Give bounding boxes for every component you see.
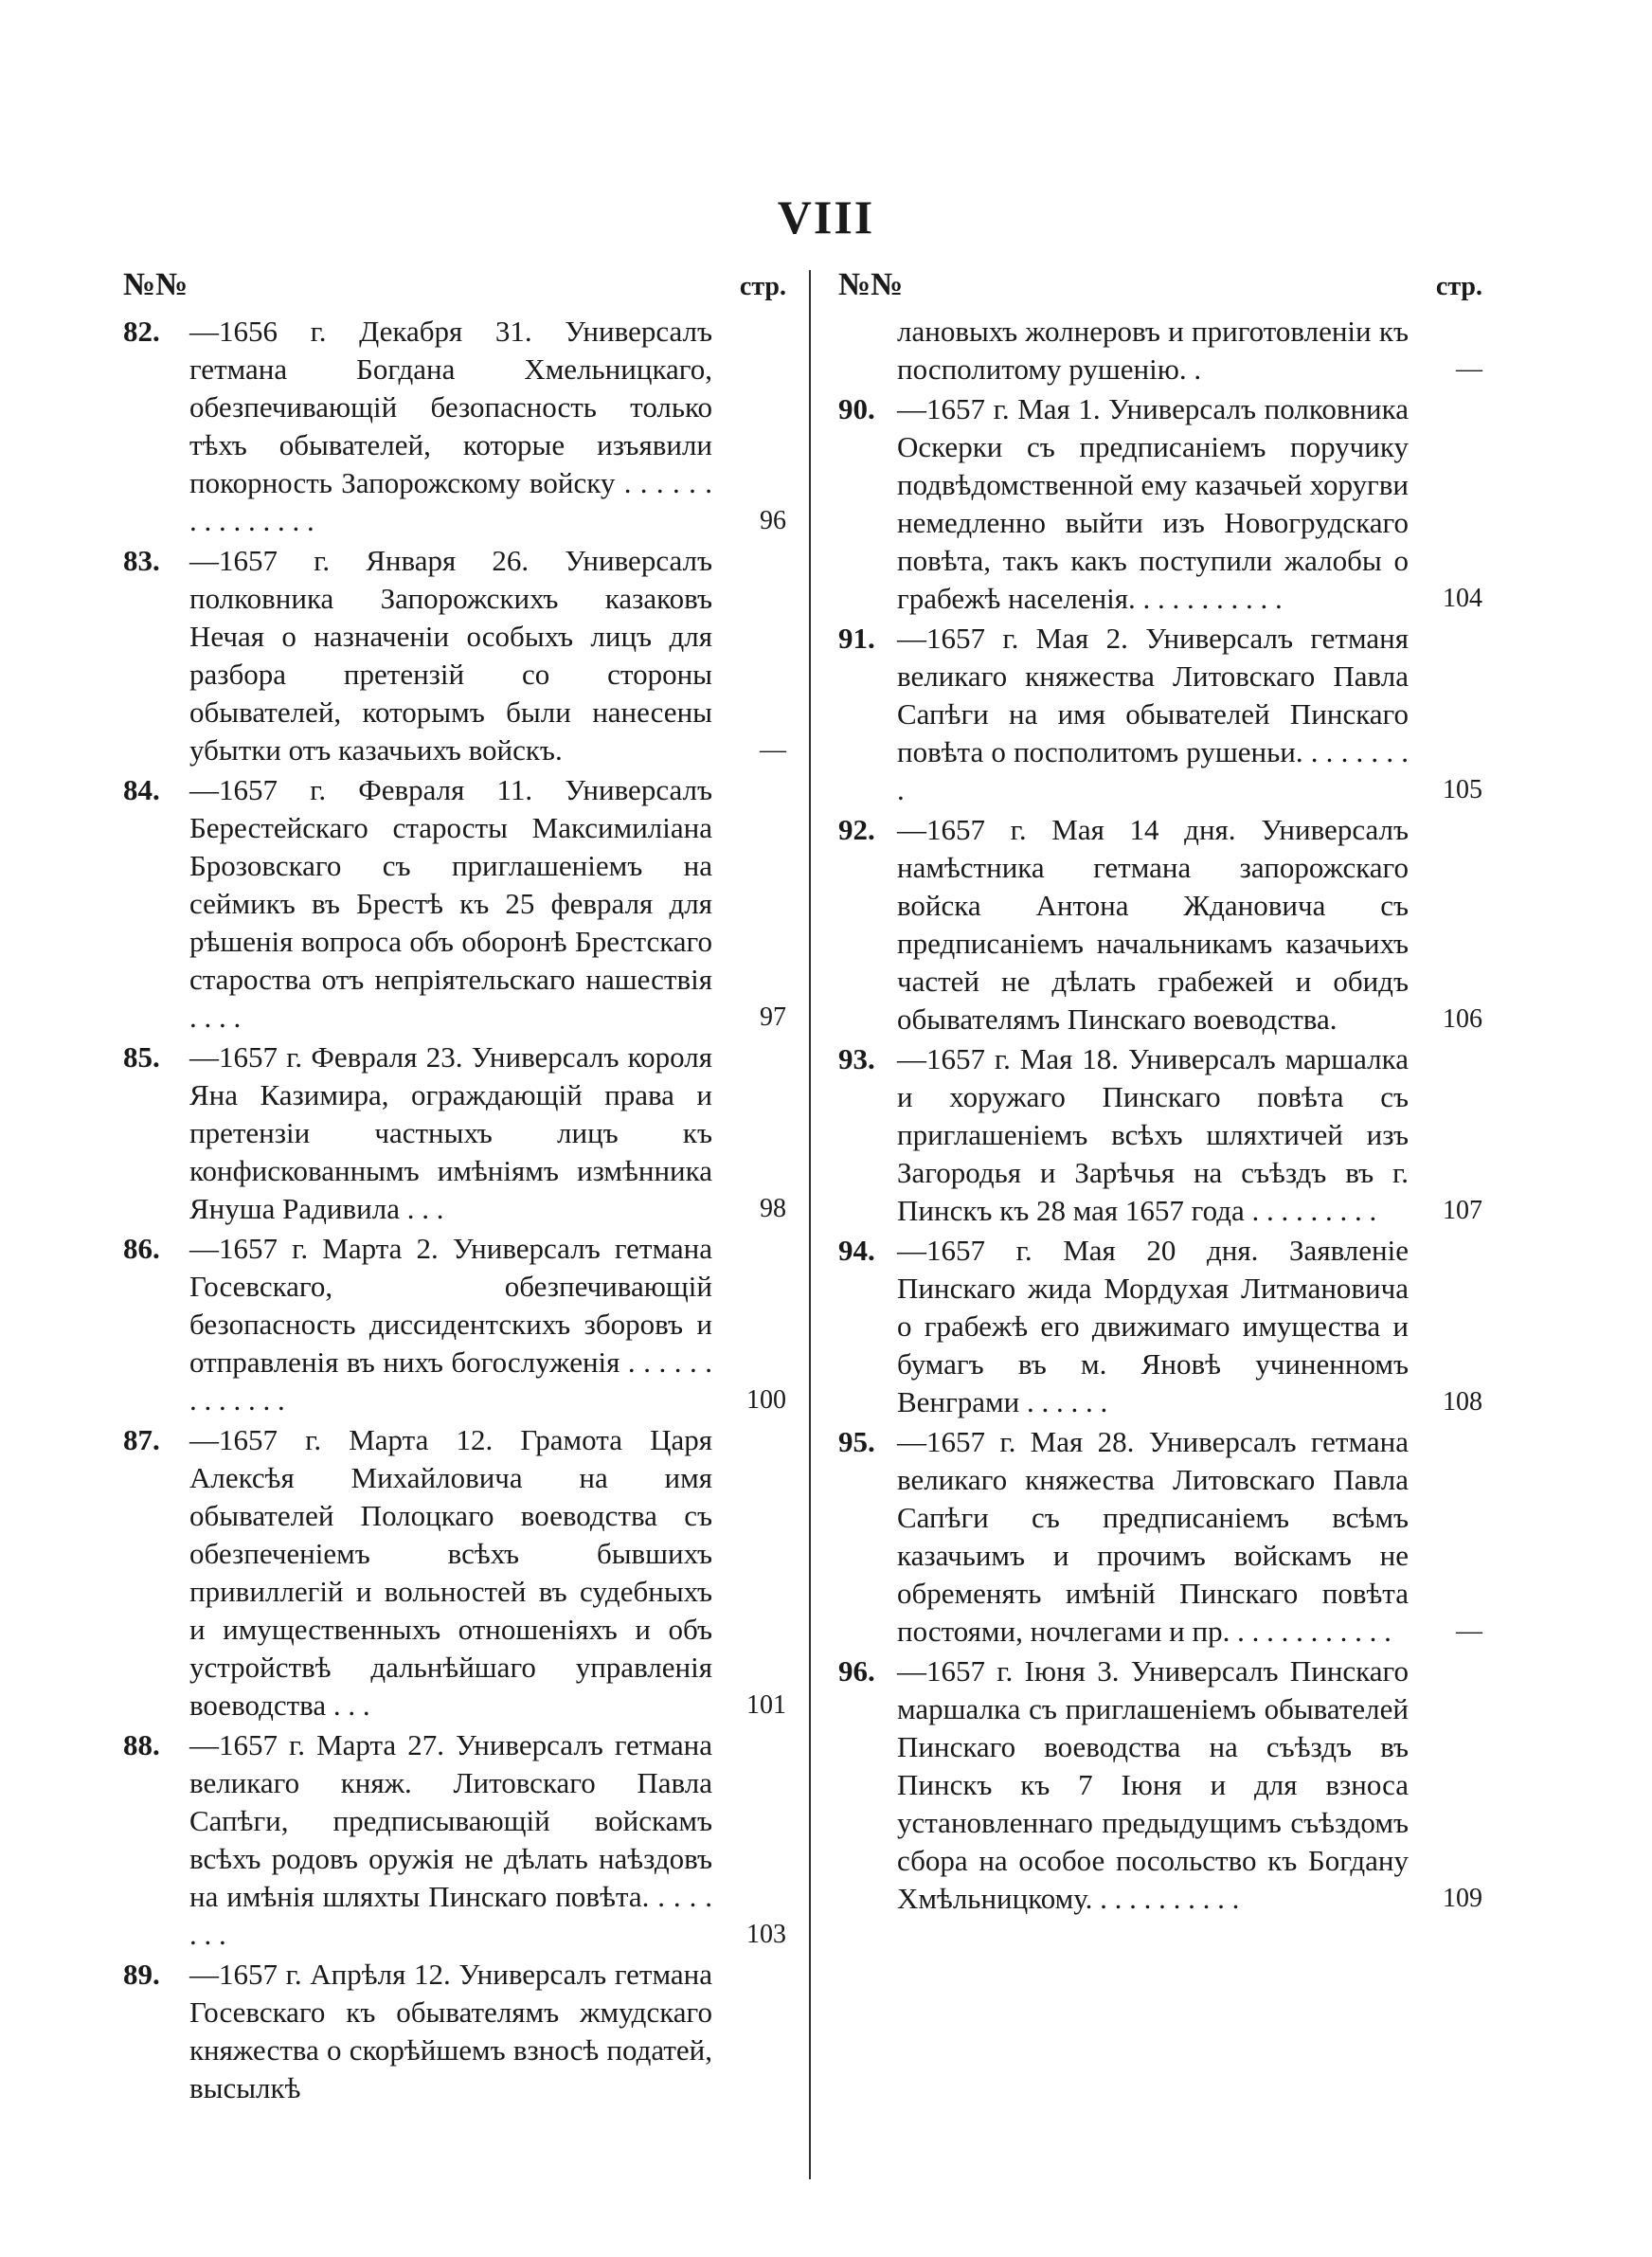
entry-text: —1656 г. Декабря 31. Универсалъ гетмана Богдана Хмельницкаго, обезпечивающій безопасность только тѣхъ обывателей, которые изъявили покорность Запорожскому войску . . . . . . . . . . . . . . . (189, 315, 712, 537)
right-column (838, 267, 1482, 1920)
entry-number: 92. (838, 813, 875, 846)
entry-page: 98 (760, 1194, 786, 1223)
toc-entry (123, 1038, 786, 1228)
entry-page: 109 (1443, 1884, 1482, 1913)
toc-entry (838, 1423, 1482, 1651)
entry-number: 93. (838, 1042, 875, 1075)
entry-page: 106 (1443, 1004, 1482, 1034)
entry-page: — (1456, 354, 1482, 384)
left-entries (123, 313, 786, 2107)
entry-number: 94. (838, 1234, 875, 1267)
entry-page: — (760, 735, 786, 765)
toc-entry (123, 1956, 786, 2107)
entry-text: —1657 г. Мая 1. Универсалъ полковника Оскерки съ предписаніемъ поручику подвѣдомственной ему казачьей хоругви немедленно выйти изъ Новогрудскаго повѣта, такъ какъ поступили жалобы о грабежѣ населенія. . . . . . . . . . . (897, 392, 1409, 615)
entry-number: 83. (123, 544, 160, 577)
entry-page: 96 (760, 506, 786, 535)
entry-text: —1657 г. Мая 2. Универсалъ гетманя великаго княжества Литовскаго Павла Сапѣги на имя обывателей Пинскаго повѣта о посполитомъ рушеньи. . . . . . . . . (897, 622, 1409, 806)
entry-page: 105 (1443, 775, 1482, 804)
toc-entry (123, 1421, 786, 1724)
entry-number: 96. (838, 1654, 875, 1688)
column-divider (809, 270, 811, 2179)
toc-entry (838, 1232, 1482, 1421)
entry-number: 90. (838, 392, 875, 425)
entry-text: —1657 г. Января 26. Универсалъ полковника Запорожскихъ казаковъ Нечая о назначеніи особыхъ лицъ для разбора претензій со стороны обывателей, которымъ были нанесены убытки отъ казачьихъ войскъ. (189, 544, 712, 767)
right-entries (838, 313, 1482, 1918)
toc-entry (838, 620, 1482, 809)
header-page-label: стр. (1435, 272, 1482, 301)
header-numbers-label: №№ (123, 267, 189, 302)
entry-number: 85. (123, 1040, 160, 1074)
entry-number: 84. (123, 773, 160, 806)
entry-page: 104 (1443, 584, 1482, 613)
entry-page: 100 (746, 1385, 786, 1415)
toc-entry (838, 811, 1482, 1038)
header-numbers-label: №№ (838, 267, 904, 302)
entry-text: —1657 г. Апрѣля 12. Универсалъ гетмана Госевскаго къ обывателямъ жмудскаго княжества о скорѣйшемъ взносѣ податей, высылкѣ (189, 1958, 712, 2104)
entry-number: 95. (838, 1425, 875, 1458)
entry-page: 97 (760, 1002, 786, 1032)
entry-text: —1657 г. Февраля 23. Универсалъ короля Яна Казимира, ограждающій права и претензіи частныхъ лицъ къ конфискованнымъ имѣніямъ измѣнника Януша Радивила . . . (189, 1040, 712, 1225)
entry-page: 103 (746, 1920, 786, 1949)
entry-page: — (1456, 1616, 1482, 1646)
entry-page: 101 (746, 1690, 786, 1720)
entry-number: 91. (838, 622, 875, 655)
entry-text: —1657 г. Марта 2. Универсалъ гетмана Госевскаго, обезпечивающій безопасность диссидентскихъ зборовъ и отправленія въ нихъ богослуженія . . . . . . . . . . . . . (189, 1232, 712, 1417)
entry-text: —1657 г. Марта 27. Универсалъ гетмана великаго княж. Литовскаго Павла Сапѣги, предписывающій войскамъ всѣхъ родовъ оружія не дѣлать наѣздовъ на имѣнія шляхты Пинскаго повѣта. . . . . . . . (189, 1728, 712, 1951)
page-number: VIII (777, 190, 875, 244)
toc-entry (838, 1040, 1482, 1230)
entry-page: 108 (1443, 1387, 1482, 1417)
left-column-header (123, 267, 786, 313)
entry-text: —1657 г. Мая 28. Универсалъ гетмана великаго княжества Литовскаго Павла Сапѣги съ предписаніемъ всѣмъ казачьимъ и прочимъ войскамъ не обременять имѣній Пинскаго повѣта постоями, ночлегами и пр. . . . . . . . . . . . (897, 1425, 1409, 1648)
right-column-header (838, 267, 1482, 313)
entry-text: —1657 г. Мая 20 дня. Заявленіе Пинскаго жида Мордухая Литмановича о грабежѣ его движимаго имущества и бумагъ въ м. Яновѣ учиненномъ Венграми . . . . . . (897, 1234, 1409, 1418)
entry-text: —1657 г. Февраля 11. Универсалъ Берестейскаго старосты Максимиліана Брозовскаго съ приглашеніемъ на сеймикъ въ Брестѣ къ 25 февраля для рѣшенія вопроса объ оборонѣ Брестскаго староства отъ непріятельскаго нашествія . . . . (189, 773, 712, 1034)
entry-text: —1657 г. Марта 12. Грамота Царя Алексѣя Михайловича на имя обывателей Полоцкаго воеводства съ обезпеченіемъ всѣхъ бывшихъ привиллегій и вольностей въ судебныхъ и имущественныхъ отношеніяхъ и объ устройствѣ дальнѣйшаго управленія воеводства . . . (189, 1423, 712, 1722)
entry-number: 86. (123, 1232, 160, 1265)
toc-entry (123, 1230, 786, 1419)
entry-page: 107 (1443, 1196, 1482, 1225)
entry-text: —1657 г. Мая 14 дня. Универсалъ намѣстника гетмана запорожскаго войска Антона Ждановича съ предписаніемъ начальникамъ казачьихъ частей не дѣлать грабежей и обидъ обывателямъ Пинскаго воеводства. (897, 813, 1409, 1036)
entry-number: 87. (123, 1423, 160, 1456)
toc-entry (123, 313, 786, 540)
entry-text: —1657 г. Мая 18. Универсалъ маршалка и хоружаго Пинскаго повѣта съ приглашеніемъ всѣхъ шляхтичей изъ Загородья и Зарѣчья на съѣздъ въ г. Пинскъ къ 28 мая 1657 года . . . . . . . . . (897, 1042, 1409, 1227)
toc-entry (838, 1652, 1482, 1918)
entry-text: лановыхъ жолнеровъ и приготовленіи къ посполитому рушенію. . (897, 315, 1409, 386)
left-column (123, 267, 786, 2109)
toc-entry (123, 771, 786, 1037)
toc-entry (838, 390, 1482, 618)
entry-text: —1657 г. Іюня 3. Универсалъ Пинскаго маршалка съ приглашеніемъ обывателей Пинскаго воеводства на съѣздъ въ Пинскъ къ 7 Іюня и для взноса установленнаго предыдущимъ съѣздомъ сбора на особое посольство къ Богдану Хмѣльницкому. . . . . . . . . . . (897, 1654, 1409, 1915)
toc-entry (123, 1726, 786, 1954)
entry-number: 88. (123, 1728, 160, 1761)
toc-entry (123, 542, 786, 769)
entry-number: 82. (123, 315, 160, 348)
header-page-label: стр. (739, 272, 786, 301)
entry-number: 89. (123, 1958, 160, 1991)
toc-entry (838, 313, 1482, 388)
